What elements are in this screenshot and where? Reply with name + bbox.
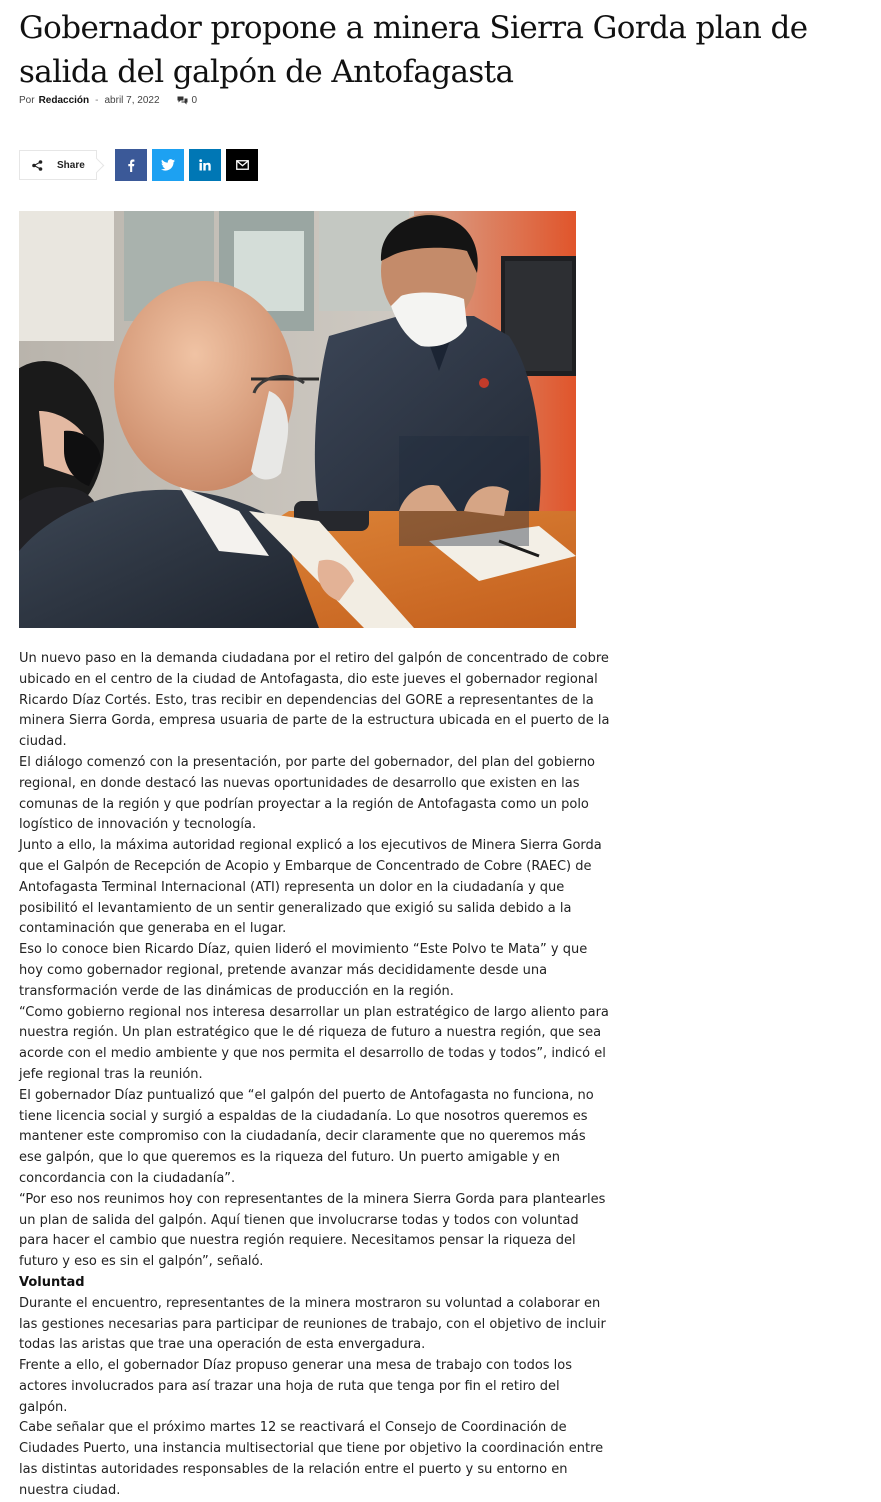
paragraph: Frente a ello, el gobernador Díaz propuso generar una mesa de trabajo con todos los actores involucrados para así trazar una hoja de ruta que tenga por fin el retiro del galpón.: [19, 1358, 573, 1415]
facebook-share-button[interactable]: [115, 149, 147, 181]
comments-icon: [177, 96, 188, 105]
share-label: Share: [57, 159, 85, 171]
section-subheading: Voluntad: [19, 1274, 85, 1290]
email-icon: [236, 160, 249, 170]
publish-date: abril 7, 2022: [104, 95, 160, 106]
facebook-icon: [127, 159, 135, 172]
paragraph: Un nuevo paso en la demanda ciudadana por el retiro del galpón de concentrado de cobre ubicado en el centro de la ciudad de Antofagasta, dio este jueves el gobernador regional Ricardo Díaz Cortés. Esto, tras recibir en dependencias del GORE a representantes de la minera Sierra Gorda, empresa usuaria de parte de la estructura ubicada en el puerto de la ciudad.: [19, 651, 610, 750]
article-title: Gobernador propone a minera Sierra Gorda plan de salida del galpón de Antofagasta: [19, 10, 808, 90]
share-button[interactable]: [19, 150, 97, 180]
paragraph: El diálogo comenzó con la presentación, por parte del gobernador, del plan del gobierno regional, en donde destacó las nuevas oportunidades de desarrollo que existen en las comunas de la región y que podrían proyectar a la región de Antofagasta como un polo logístico de innovación y tecnología.: [19, 754, 596, 833]
twitter-share-button[interactable]: [152, 149, 184, 181]
article-photo: [19, 211, 576, 628]
paragraph: El gobernador Díaz puntualizó que “el galpón del puerto de Antofagasta no funciona, no tiene licencia social y surgió a espaldas de la ciudadanía. Lo que nosotros queremos es mantener este compromiso con la ciudadanía, decir claramente que no queremos más ese galpón, que lo que queremos es la riqueza del futuro. Un puerto amigable y en concordancia con la ciudadanía”.: [19, 1087, 594, 1186]
article-body: [19, 649, 611, 1502]
paragraph: Eso lo conoce bien Ricardo Díaz, quien lideró el movimiento “Este Polvo te Mata” y que hoy como gobernador regional, pretende avanzar más decididamente desde una transformación verde de las dinámicas de producción en la región.: [19, 942, 588, 999]
by-label: Por: [19, 95, 35, 106]
meta-separator: -: [95, 95, 99, 106]
paragraph: Junto a ello, la máxima autoridad regional explicó a los ejecutivos de Minera Sierra Gorda que el Galpón de Recepción de Acopio y Embarque de Concentrado de Cobre (RAEC) de Antofagasta Terminal Internacional (ATI) representa un dolor en la ciudadanía y que posibilitó el levantamiento de un sentir generalizado que exigió su salida debido a la contaminación que generaba en el lugar.: [19, 838, 602, 937]
paragraph: Durante el encuentro, representantes de la minera mostraron su voluntad a colaborar en las gestiones necesarias para participar de reuniones de trabajo, con el objetivo de incluir todas las aristas que trae una operación de esta envergadura.: [19, 1295, 606, 1353]
twitter-icon: [161, 159, 175, 171]
email-share-button[interactable]: [226, 149, 258, 181]
paragraph: “Por eso nos reunimos hoy con representantes de la minera Sierra Gorda para plantearles un plan de salida del galpón. Aquí tienen que involucrarse todas y todos con voluntad para hacer el cambio que nuestra región requiere. Necesitamos pensar la riqueza del futuro y eso es sin el galpón”, señaló.: [19, 1191, 606, 1270]
article-meta: [19, 95, 197, 106]
paragraph: Cabe señalar que el próximo martes 12 se reactivará el Consejo de Coordinación de Ciudades Puerto, una instancia multisectorial que tiene por objetivo la coordinación entre las distintas autoridades responsables de la relación entre el puerto y su entorno en nuestra ciudad.: [19, 1420, 604, 1498]
author-link[interactable]: Redacción: [38, 95, 90, 106]
comments-link[interactable]: [177, 95, 198, 106]
linkedin-icon: [199, 159, 211, 171]
share-icon: [32, 160, 43, 171]
linkedin-share-button[interactable]: [189, 149, 221, 181]
paragraph: “Como gobierno regional nos interesa desarrollar un plan estratégico de largo aliento para nuestra región. Un plan estratégico que le dé riqueza de futuro a nuestra región, que sea acorde con el medio ambiente y que nos permita el desarrollo de todas y todos”, indicó el jefe regional tras la reunión.: [19, 1004, 609, 1082]
comment-count: 0: [191, 95, 198, 106]
share-bar: [19, 149, 258, 181]
